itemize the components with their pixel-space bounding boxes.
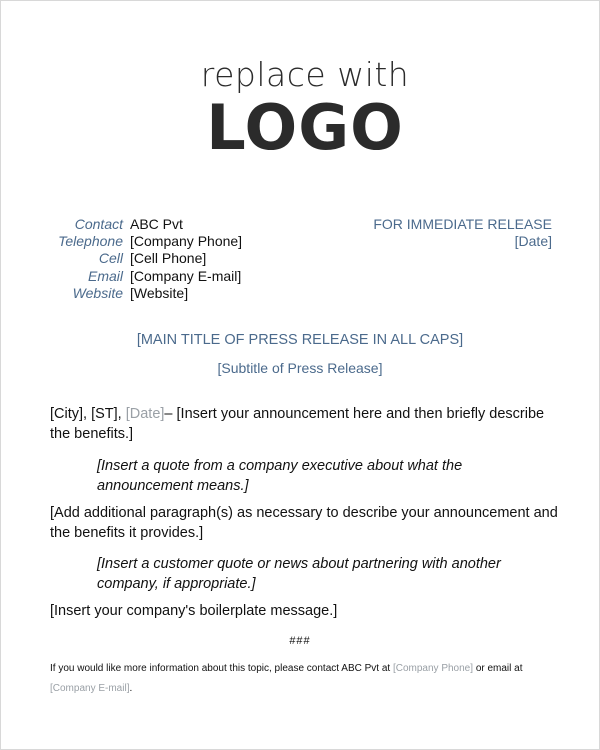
dateline-date: [Date] [125, 406, 165, 422]
press-release-title: [MAIN TITLE OF PRESS RELEASE IN ALL CAPS] [136, 332, 464, 348]
release-block [373, 216, 552, 250]
email-value: [Company E-mail] [130, 267, 242, 284]
contact-row [40, 216, 242, 233]
telephone-value: [Company Phone] [130, 233, 243, 250]
release-date: [Date] [514, 233, 552, 250]
footer-email: [Company E-mail] [50, 683, 130, 694]
announcement-paragraph [50, 405, 560, 444]
cell-label: Cell [98, 250, 123, 267]
footer-phone: [Company Phone] [392, 663, 474, 674]
announcement-text: – [Insert your announcement here and then briefly describe the benefits.] [50, 406, 545, 442]
release-status: FOR IMMEDIATE RELEASE [373, 216, 552, 232]
dateline-location: [City], [ST], [50, 406, 122, 422]
logo-line-2: LOGO [206, 91, 404, 164]
website-value: [Website] [130, 284, 189, 301]
boilerplate-paragraph: [Insert your company's boilerplate message.] [50, 603, 338, 619]
executive-quote: [Insert a quote from a company executive about what the announcement means.] [97, 458, 463, 494]
website-label: Website [72, 284, 123, 301]
telephone-label: Telephone [58, 233, 123, 250]
telephone-row [40, 233, 242, 250]
end-mark: ### [289, 635, 311, 647]
email-row [40, 268, 242, 285]
footer-end: . [129, 683, 133, 694]
customer-quote: [Insert a customer quote or news about partnering with another company, if appropriate.] [97, 556, 501, 592]
contact-value: ABC Pvt [130, 216, 183, 232]
footer-text-1: If you would like more information about this topic, please contact ABC Pvt at [50, 663, 391, 674]
contact-block [40, 216, 242, 302]
logo-placeholder [190, 55, 420, 164]
cell-row [40, 250, 242, 267]
footer-text-2: or email at [475, 663, 523, 674]
logo-line-1: replace with [200, 55, 410, 94]
contact-footer [50, 659, 560, 699]
additional-paragraph: [Add additional paragraph(s) as necessary to describe your announcement and the benefits it provides.] [50, 505, 558, 541]
cell-value: [Cell Phone] [130, 250, 207, 267]
email-label: Email [87, 267, 123, 284]
website-row [40, 285, 242, 302]
press-release-subtitle: [Subtitle of Press Release] [217, 360, 383, 376]
contact-label: Contact [74, 216, 123, 232]
